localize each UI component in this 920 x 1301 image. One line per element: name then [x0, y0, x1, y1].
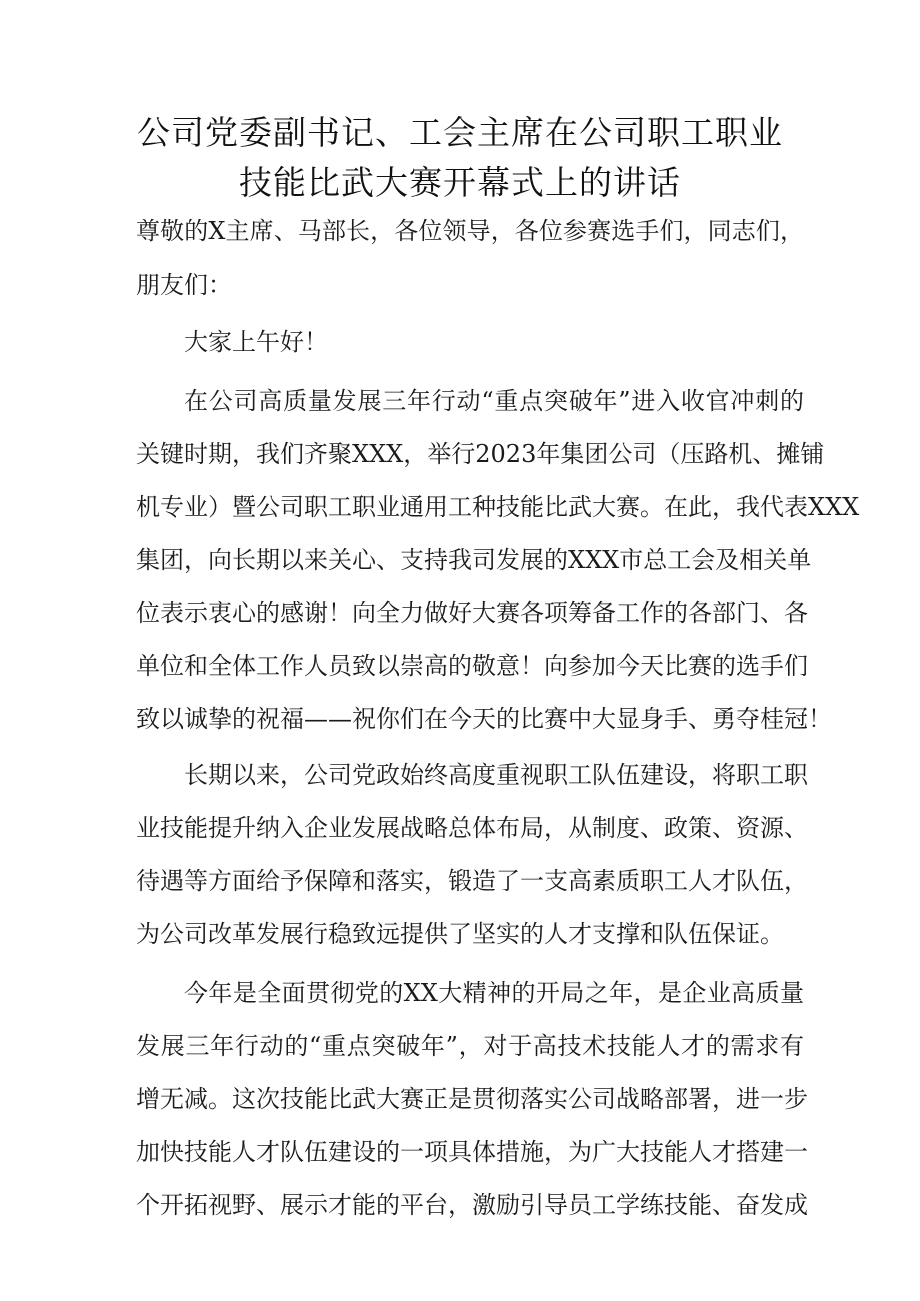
paragraph-1-line-1: 在公司高质量发展三年行动“重点突破年”进入收官冲刺的	[184, 387, 804, 415]
paragraph-3-line-3: 增无减。这次技能比武大赛正是贯彻落实公司战略部署，进一步	[136, 1085, 808, 1113]
salutation-line-2: 朋友们：	[136, 271, 232, 299]
paragraph-2-line-4: 为公司改革发展行稳致远提供了坚实的人才支撑和队伍保证。	[136, 920, 784, 948]
paragraph-3-line-1: 今年是全面贯彻党的XX大精神的开局之年，是企业高质量	[184, 979, 804, 1007]
paragraph-1-line-4: 集团，向长期以来关心、支持我司发展的XXX市总工会及相关单	[136, 546, 812, 574]
paragraph-1-line-6: 单位和全体工作人员致以崇高的敬意！向参加今天比赛的选手们	[136, 652, 808, 680]
paragraph-1-line-3: 机专业）暨公司职工职业通用工种技能比武大赛。在此，我代表XXX	[136, 493, 860, 521]
paragraph-2-line-1: 长期以来，公司党政始终高度重视职工队伍建设，将职工职	[184, 761, 808, 789]
document-title-line-1: 公司党委副书记、工会主席在公司职工职业	[137, 113, 783, 152]
paragraph-2-line-3: 待遇等方面给予保障和落实，锻造了一支高素质职工人才队伍，	[136, 867, 808, 895]
salutation-line-1: 尊敬的X主席、马部长，各位领导，各位参赛选手们，同志们，	[136, 217, 804, 245]
document-title-line-2: 技能比武大赛开幕式上的讲话	[239, 163, 681, 202]
paragraph-3-line-4: 加快技能人才队伍建设的一项具体措施，为广大技能人才搭建一	[136, 1138, 808, 1166]
paragraph-1-line-2: 关键时期，我们齐聚XXX，举行2023年集团公司（压路机、摊铺	[136, 440, 825, 468]
paragraph-1-line-5: 位表示衷心的感谢！向全力做好大赛各项筹备工作的各部门、各	[136, 599, 808, 627]
greeting-line: 大家上午好！	[184, 328, 328, 356]
paragraph-3-line-5: 个开拓视野、展示才能的平台，激励引导员工学练技能、奋发成	[136, 1191, 808, 1219]
paragraph-2-line-2: 业技能提升纳入企业发展战略总体布局，从制度、政策、资源、	[136, 814, 808, 842]
paragraph-3-line-2: 发展三年行动的“重点突破年”，对于高技术技能人才的需求有	[136, 1032, 804, 1060]
paragraph-1-line-7: 致以诚挚的祝福——祝你们在今天的比赛中大显身手、勇夺桂冠！	[136, 705, 832, 733]
